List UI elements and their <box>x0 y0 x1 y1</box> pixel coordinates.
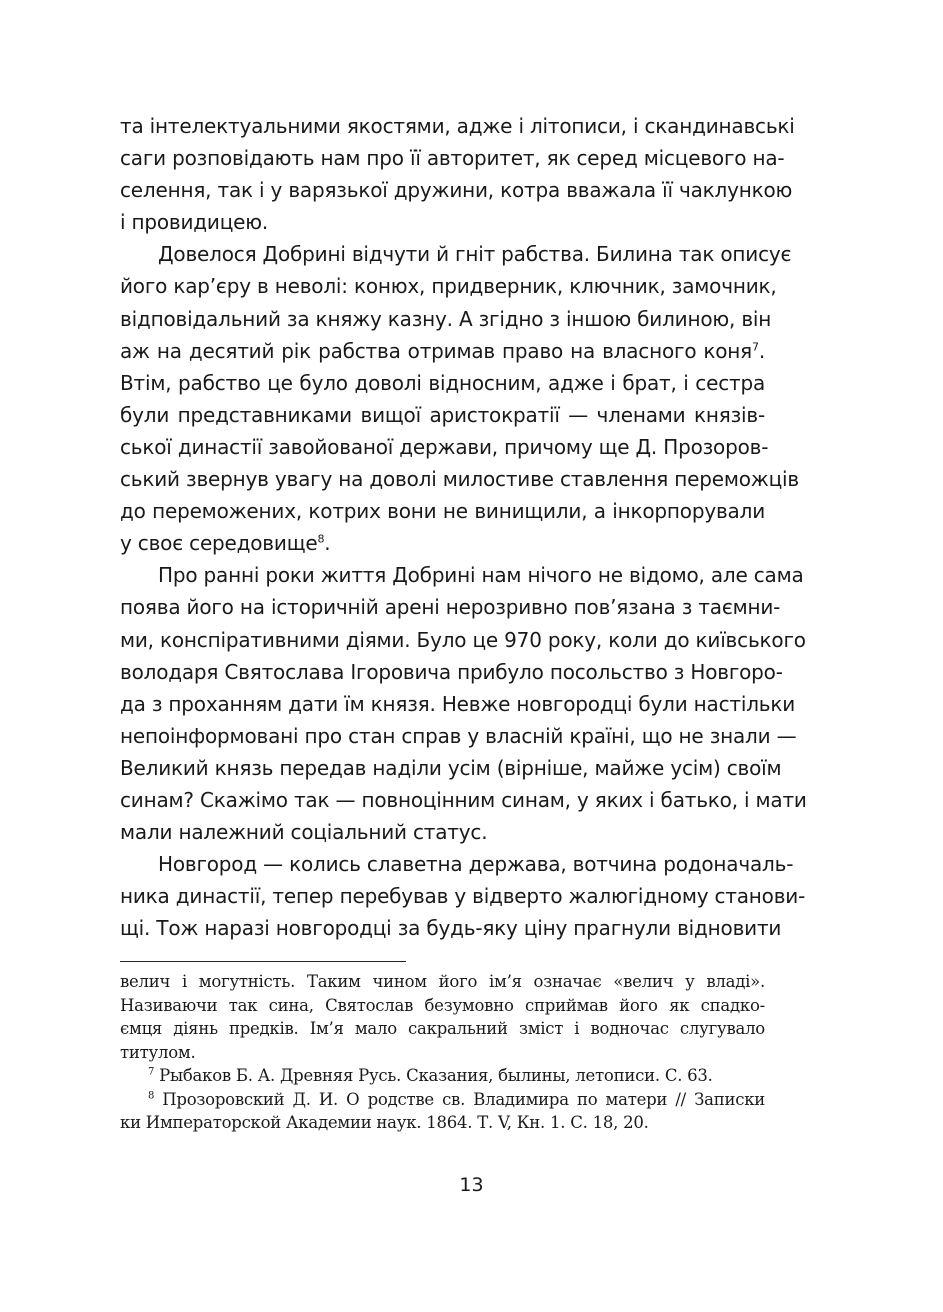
footnote-ref-8: 8 <box>317 532 325 546</box>
text-line: відповідальний за княжу казну. А згідно з іншою билиною, він <box>120 306 772 331</box>
main-text <box>120 110 807 944</box>
footnote-line: титулом. <box>120 1042 196 1062</box>
text-line: Новгород — колись славетна держава, вотчина родоначаль- <box>158 852 794 877</box>
text-line-with-ref <box>120 335 765 367</box>
footnote-divider <box>120 961 406 962</box>
text-line: ської династії завойованої держави, причому ще Д. Прозоров- <box>120 434 769 459</box>
text-line: Втім, рабство це було доволі відносним, адже і брат, і сестра <box>120 370 765 395</box>
text-line: Довелося Добрині відчути й гніт рабства. Билина так описує <box>158 242 792 267</box>
text-line: до переможених, котрих вони не винищили, а інкорпорували <box>120 499 765 524</box>
text-line: ський звернув увагу на доволі милостиве ставлення переможців <box>120 467 799 492</box>
footnote-line: ємця діянь предків. Ім’я мало сакральний зміст і водночас слугувало <box>120 1019 765 1038</box>
text-line: синам? Скажімо так — повноцінним синам, у яких і батько, і мати <box>120 787 807 812</box>
text-line: Про ранні роки життя Добрині нам нічого не відомо, але сама <box>158 563 804 588</box>
footnote-7 <box>120 1064 765 1088</box>
text-line: саги розповідають нам про її авторитет, як серед місцевого на- <box>120 146 785 171</box>
text-line: селення, так і у варязької дружини, котра вважала її чаклункою <box>120 178 793 203</box>
footnote-text: Прозоровский Д. И. О родстве св. Владимира по матери // Записки <box>154 1089 765 1109</box>
footnote-8 <box>120 1088 765 1112</box>
page-number: 13 <box>459 1174 484 1196</box>
text-line: да з проханням дати їм князя. Невже новгородці були настільки <box>120 691 796 716</box>
footnote-ref-7: 7 <box>752 340 759 353</box>
footnotes <box>120 970 765 1135</box>
text-line: та інтелектуальними якостями, адже і літописи, і скандинавські <box>120 114 795 138</box>
text-line: непоінформовані про стан справ у власній країні, що не знали — <box>120 723 797 748</box>
text-line: мали належний соціальний статус. <box>120 820 488 845</box>
text-line: поява його на історичній арені нерозривно пов’язана з таємни- <box>120 595 781 620</box>
text-line: його кар’єру в неволі: конюх, придверник, ключник, замочник, <box>120 274 777 299</box>
footnote-number: 7 <box>148 1066 155 1078</box>
text-line: були представниками вищої аристократії — членами князів- <box>120 402 765 427</box>
footnote-line: ки Императорской Академии наук. 1864. Т. V, Кн. 1. С. 18, 20. <box>120 1113 649 1132</box>
text-fragment: . <box>758 338 765 363</box>
footnote-number: 8 <box>148 1090 155 1101</box>
text-line: ника династії, тепер перебував у відверто жалюгідному станови- <box>120 884 806 909</box>
text-fragment: . <box>324 531 331 556</box>
footnote-line: велич і могутність. Таким чином його ім’я означає «велич у владі». <box>120 972 765 991</box>
text-line: щі. Тож наразі новгородці за будь-яку ціну прагнули відновити <box>120 916 782 941</box>
text-line: ми, конспіративними діями. Було це 970 року, коли до київського <box>120 627 806 652</box>
text-fragment: у своє середовище <box>120 531 318 556</box>
text-line: володаря Святослава Ігоровича прибуло посольство з Новгоро- <box>120 659 783 684</box>
footnote-line: Називаючи так сина, Святослав безумовно сприймав його як спадко- <box>120 995 765 1015</box>
text-line-with-ref <box>120 527 765 559</box>
text-line: і провидицею. <box>120 210 269 235</box>
footnote-text: Рыбаков Б. А. Древняя Русь. Сказания, былины, летописи. С. 63. <box>154 1066 713 1085</box>
text-fragment: аж на десятий рік рабства отримав право на власного коня <box>120 338 753 363</box>
text-line: Великий князь передав наділи усім (вірніше, майже усім) своїм <box>120 755 782 780</box>
